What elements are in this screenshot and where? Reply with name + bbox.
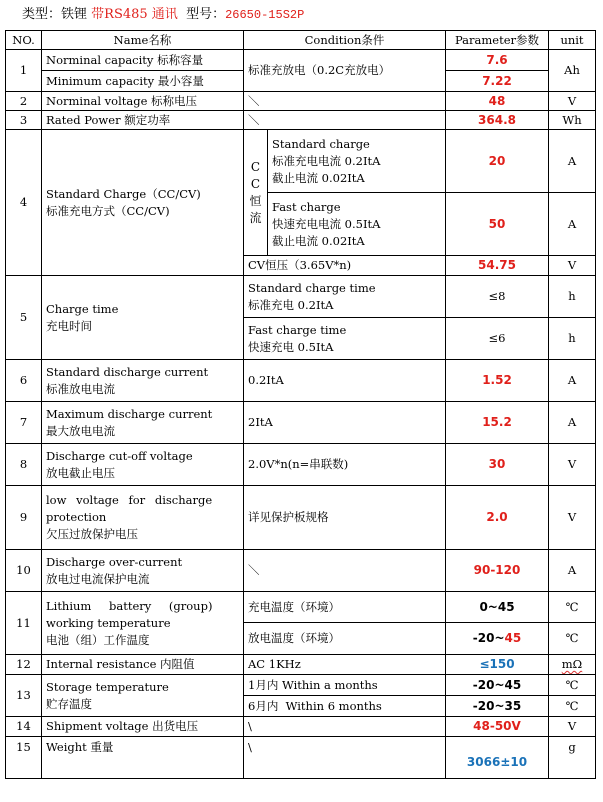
row-unit — [549, 655, 596, 675]
row-value: 2.0 — [446, 486, 549, 550]
table-row — [6, 655, 596, 675]
row-name-en: Maximum discharge current — [46, 406, 213, 421]
condition-line: 标准充电电流 0.2ItA — [272, 153, 381, 168]
model-label: 型号： — [186, 7, 226, 22]
row-name-en: Charge time — [46, 301, 119, 316]
col-name-header: Name名称 — [42, 31, 244, 50]
row-unit: A — [549, 130, 596, 193]
condition-line: 截止电流 0.02ItA — [272, 170, 365, 185]
row-condition: ＼ — [244, 111, 446, 130]
table-row — [6, 486, 596, 550]
row-value: 1.52 — [446, 360, 549, 402]
table-row — [6, 550, 596, 592]
row-condition: 2.0V*n(n=串联数) — [244, 444, 446, 486]
row-name-en: Storage temperature — [46, 679, 169, 694]
condition-line: 标准充电 0.2ItA — [248, 297, 334, 312]
table-row — [6, 737, 596, 779]
row-name-en: low voltage for discharge — [46, 493, 213, 507]
table-row — [6, 444, 596, 486]
row-value: 90-120 — [446, 550, 549, 592]
row-condition: AC 1KHz — [244, 655, 446, 675]
row-name — [42, 360, 244, 402]
row-name: Internal resistance 内阻值 — [42, 655, 244, 675]
col-unit-header: unit — [549, 31, 596, 50]
row-number: 9 — [6, 486, 42, 550]
condition-line: Standard charge — [272, 136, 370, 151]
row-unit: Wh — [549, 111, 596, 130]
condition-line: Standard charge time — [248, 280, 376, 295]
row-unit: ℃ — [549, 675, 596, 696]
row-name-en: Lithium battery (group) — [46, 598, 213, 613]
table-row — [6, 276, 596, 318]
row-number: 10 — [6, 550, 42, 592]
row-unit: Ah — [549, 50, 596, 92]
row-condition: 0.2ItA — [244, 360, 446, 402]
row-number: 11 — [6, 592, 42, 655]
std-charge-time-condition — [244, 276, 446, 318]
cv-condition: CV恒压（3.65V*n) — [244, 256, 446, 276]
row-value: 3066±10 — [446, 737, 549, 779]
row-value: -20~45 — [446, 675, 549, 696]
table-row — [6, 50, 596, 71]
row-name-cn: 标准充电方式（CC/CV) — [46, 203, 170, 218]
row-unit: h — [549, 318, 596, 360]
row-value — [446, 623, 549, 655]
row-number: 3 — [6, 111, 42, 130]
row-unit: A — [549, 550, 596, 592]
row-condition: ＼ — [244, 550, 446, 592]
row-unit: h — [549, 276, 596, 318]
table-row — [6, 360, 596, 402]
row-value: 54.75 — [446, 256, 549, 276]
row-name: Shipment voltage 出货电压 — [42, 717, 244, 737]
row-name-en: Discharge cut-off voltage — [46, 448, 193, 463]
table-row — [6, 92, 596, 111]
row-value: 50 — [446, 193, 549, 256]
model-code: 26650-15S2P — [225, 8, 305, 22]
document-header — [0, 0, 603, 30]
row-condition: ＼ — [244, 92, 446, 111]
col-param-header: Parameter参数 — [446, 31, 549, 50]
row-number: 4 — [6, 130, 42, 276]
row-value: 0~45 — [446, 592, 549, 623]
table-row — [6, 717, 596, 737]
cc-char: 流 — [249, 210, 262, 225]
col-condition-header: Condition条件 — [244, 31, 446, 50]
row-unit: ℃ — [549, 696, 596, 717]
row-name — [42, 130, 244, 276]
row-value: 364.8 — [446, 111, 549, 130]
row-condition: 1月内 Within a months — [244, 675, 446, 696]
row-name: Minimum capacity 最小容量 — [42, 71, 244, 92]
row-name — [42, 444, 244, 486]
value-part: 45 — [504, 631, 522, 645]
row-condition: 充电温度（环境） — [244, 592, 446, 623]
row-number: 7 — [6, 402, 42, 444]
row-condition: \ — [244, 737, 446, 779]
row-name-en: protection — [46, 510, 107, 524]
row-number: 6 — [6, 360, 42, 402]
condition-line: 快速充电 0.5ItA — [248, 339, 334, 354]
condition-line: Fast charge — [272, 199, 341, 214]
fast-charge-time-condition — [244, 318, 446, 360]
row-value: 30 — [446, 444, 549, 486]
table-row — [6, 111, 596, 130]
row-value: 7.6 — [446, 50, 549, 71]
row-number: 8 — [6, 444, 42, 486]
table-row — [6, 130, 596, 193]
row-name: Weight 重量 — [42, 737, 244, 779]
row-unit: V — [549, 486, 596, 550]
row-name-cn: 欠压过放保护电压 — [46, 527, 138, 541]
row-condition: 标准充放电（0.2C充放电） — [244, 50, 446, 92]
row-unit: A — [549, 360, 596, 402]
row-name-en: working temperature — [46, 615, 171, 630]
row-value: -20~35 — [446, 696, 549, 717]
row-name-cn: 电池（组）工作温度 — [46, 632, 150, 647]
row-name-en: Standard Charge（CC/CV) — [46, 186, 201, 201]
row-condition: 2ItA — [244, 402, 446, 444]
row-unit: ℃ — [549, 592, 596, 623]
row-value: 48 — [446, 92, 549, 111]
row-unit: g — [549, 737, 596, 779]
unit-text: mΩ — [561, 657, 583, 671]
row-value: 15.2 — [446, 402, 549, 444]
row-name — [42, 402, 244, 444]
comm-label: 带RS485 通讯 — [91, 7, 178, 22]
row-value: 48-50V — [446, 717, 549, 737]
row-name-cn: 标准放电电流 — [46, 381, 115, 396]
row-value: ≤8 — [446, 276, 549, 318]
row-unit: V — [549, 256, 596, 276]
row-number: 14 — [6, 717, 42, 737]
condition-line: 截止电流 0.02ItA — [272, 233, 365, 248]
row-number: 2 — [6, 92, 42, 111]
row-condition: 放电温度（环境） — [244, 623, 446, 655]
row-name — [42, 592, 244, 655]
row-name-cn: 最大放电电流 — [46, 423, 115, 438]
row-name: Norminal voltage 标称电压 — [42, 92, 244, 111]
table-row — [6, 592, 596, 623]
cc-char: 恒 — [249, 193, 262, 208]
row-unit: A — [549, 402, 596, 444]
row-name-cn: 放电过电流保护电流 — [46, 571, 150, 586]
row-unit: V — [549, 92, 596, 111]
row-value: ≤6 — [446, 318, 549, 360]
row-number: 5 — [6, 276, 42, 360]
row-unit: A — [549, 193, 596, 256]
condition-line: 快速充电电流 0.5ItA — [272, 216, 381, 231]
row-number: 13 — [6, 675, 42, 717]
row-value: ≤150 — [446, 655, 549, 675]
row-number: 15 — [6, 737, 42, 779]
spec-table — [5, 30, 596, 779]
cc-label — [244, 130, 268, 256]
row-name-cn: 充电时间 — [46, 318, 92, 333]
row-number: 12 — [6, 655, 42, 675]
fast-charge-condition — [268, 193, 446, 256]
condition-line: Fast charge time — [248, 322, 347, 337]
row-number: 1 — [6, 50, 42, 92]
row-name-en: Standard discharge current — [46, 364, 209, 379]
row-unit: ℃ — [549, 623, 596, 655]
row-condition: 6月内 Within 6 months — [244, 696, 446, 717]
row-value: 20 — [446, 130, 549, 193]
value-part: -20~ — [472, 631, 505, 645]
row-condition: 详见保护板规格 — [244, 486, 446, 550]
table-row — [6, 675, 596, 696]
col-no-header: NO. — [6, 31, 42, 50]
row-unit: V — [549, 444, 596, 486]
table-row — [6, 402, 596, 444]
row-condition: \ — [244, 717, 446, 737]
table-header-row — [6, 31, 596, 50]
row-unit: V — [549, 717, 596, 737]
row-name: Rated Power 额定功率 — [42, 111, 244, 130]
row-name-cn: 贮存温度 — [46, 696, 92, 711]
cc-char: C — [250, 176, 261, 191]
cc-char: C — [250, 159, 261, 174]
row-name — [42, 550, 244, 592]
row-value: 7.22 — [446, 71, 549, 92]
row-name — [42, 276, 244, 360]
row-name-cn: 放电截止电压 — [46, 465, 115, 480]
std-charge-condition — [268, 130, 446, 193]
row-name-en: Discharge over-current — [46, 554, 183, 569]
type-label: 类型：铁锂 — [22, 7, 88, 22]
row-name — [42, 486, 244, 550]
row-name — [42, 675, 244, 717]
row-name: Norminal capacity 标称容量 — [42, 50, 244, 71]
